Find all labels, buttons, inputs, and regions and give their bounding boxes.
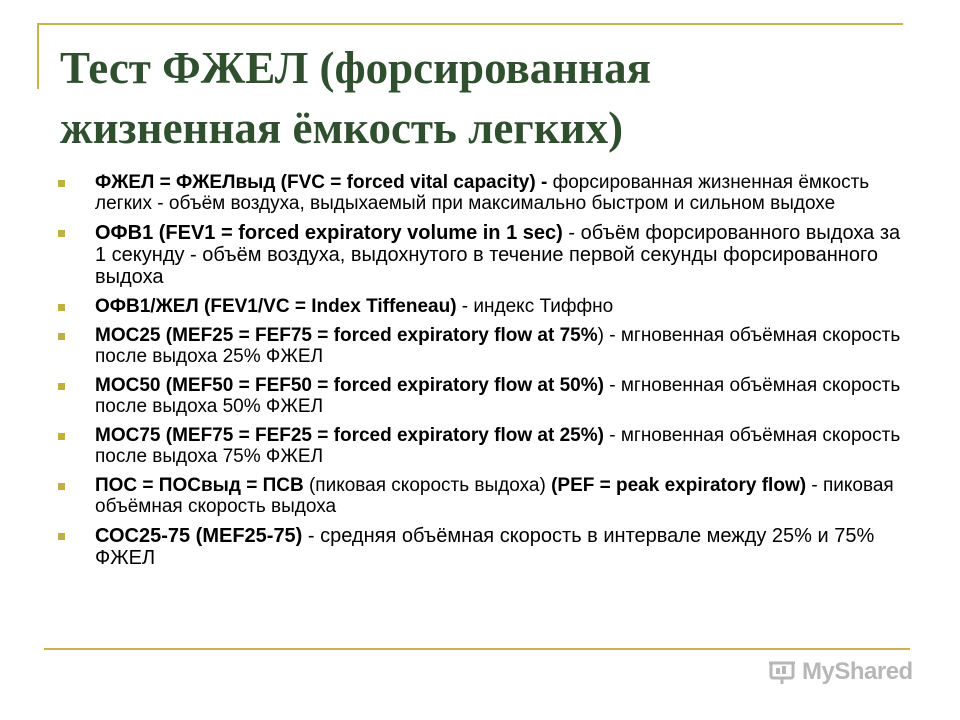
- list-item: [58, 222, 908, 288]
- item-description: - средняя объёмная скорость в интервале между 25% и 75% ФЖЕЛ: [95, 525, 875, 569]
- list-item: [58, 525, 908, 569]
- slide-title: [60, 38, 900, 158]
- list-item: [58, 325, 908, 367]
- item-term: ОФВ1/ЖЕЛ (FEV1/VC = Index Tiffeneau): [95, 296, 457, 317]
- item-description: - мгновенная объёмная скорость после выдоха 50% ФЖЕЛ: [95, 375, 901, 417]
- item-description-secondary: - пиковая объёмная скорость выдоха: [95, 475, 894, 517]
- item-description: - мгновенная объёмная скорость после выдоха 75% ФЖЕЛ: [95, 425, 901, 467]
- watermark-text: MyShared: [802, 658, 913, 685]
- item-term: МОС75 (MEF75 = FEF25 = forced expiratory flow at 25%): [95, 425, 604, 446]
- item-term: ФЖЕЛ = ФЖЕЛвыд (FVC = forced vital capacity) -: [95, 172, 548, 193]
- item-term: ПОС = ПОСвыд = ПСВ: [95, 475, 304, 496]
- square-bullet-icon: [58, 483, 65, 490]
- square-bullet-icon: [58, 333, 65, 340]
- item-description: форсированная жизненная ёмкость легких - объём воздуха, выдыхаемый при максимально быстром и сильном выдохе: [95, 172, 870, 214]
- item-description: ) - мгновенная объёмная скорость после выдоха 25% ФЖЕЛ: [95, 325, 901, 367]
- list-item: [58, 475, 908, 517]
- frame-bottom-line: [44, 648, 910, 650]
- item-term: СОС25-75 (MEF25-75): [95, 525, 303, 547]
- frame-top-line: [37, 23, 903, 25]
- title-line-1: Тест ФЖЕЛ (форсированная: [60, 43, 651, 93]
- bullet-list: [58, 172, 908, 569]
- square-bullet-icon: [58, 304, 65, 311]
- list-item: [58, 425, 908, 467]
- item-term-secondary: (PEF = peak expiratory flow): [551, 475, 807, 496]
- item-description: (пиковая скорость выдоха): [303, 475, 552, 496]
- item-description: - объём форсированного выдоха за 1 секунду - объём воздуха, выдохнутого в течение первой секунды форсированного выдоха: [95, 222, 901, 288]
- square-bullet-icon: [58, 533, 65, 540]
- square-bullet-icon: [58, 230, 65, 237]
- list-item: [58, 296, 908, 317]
- item-term: МОС50 (MEF50 = FEF50 = forced expiratory flow at 50%): [95, 375, 604, 396]
- square-bullet-icon: [58, 433, 65, 440]
- frame-left-line: [37, 23, 39, 89]
- list-item: [58, 375, 908, 417]
- title-line-2: жизненная ёмкость легких): [60, 103, 624, 153]
- item-description: - индекс Тиффно: [456, 296, 614, 317]
- list-item: [58, 172, 908, 214]
- presentation-board-icon: [768, 659, 796, 685]
- square-bullet-icon: [58, 180, 65, 187]
- item-term: МОС25 (MEF25 = FEF75 = forced expiratory flow at 75%: [95, 325, 598, 346]
- square-bullet-icon: [58, 383, 65, 390]
- watermark: [768, 657, 913, 687]
- item-term: ОФВ1 (FEV1 = forced expiratory volume in 1 sec): [95, 222, 563, 244]
